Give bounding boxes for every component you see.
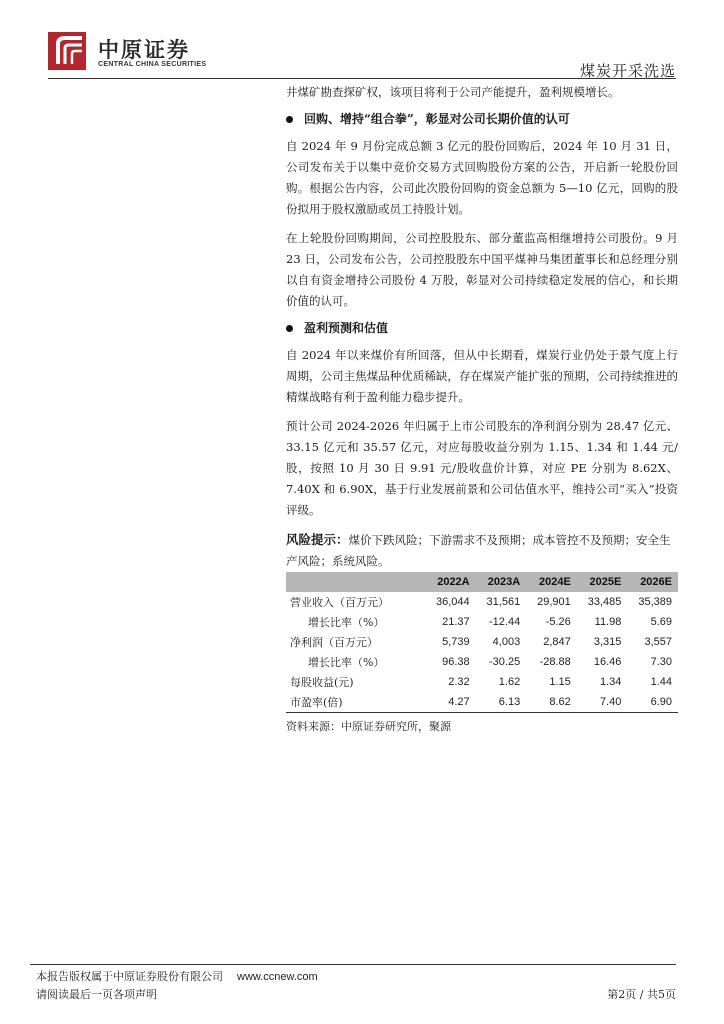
table-cell: 1.34 bbox=[599, 676, 622, 688]
row-label: 增长比率（%） bbox=[308, 656, 385, 669]
footer-divider bbox=[30, 964, 676, 965]
section-heading-buyback bbox=[286, 109, 678, 130]
table-header-cell: 2024E bbox=[526, 572, 577, 592]
table-header-cell: 2023A bbox=[476, 572, 527, 592]
table-row bbox=[286, 592, 678, 612]
footer-copyright-line bbox=[36, 968, 318, 984]
table-cell: -5.26 bbox=[545, 616, 571, 628]
table-cell: 2,847 bbox=[543, 636, 571, 648]
table-cell: 7.30 bbox=[650, 656, 672, 668]
table-row bbox=[286, 692, 678, 713]
table-cell: 5,739 bbox=[442, 636, 470, 648]
row-label: 增长比率（%） bbox=[308, 616, 385, 629]
footer-website-link[interactable]: www.ccnew.com bbox=[237, 971, 318, 983]
logo-mark-icon bbox=[48, 32, 86, 70]
company-logo bbox=[48, 32, 228, 72]
main-content bbox=[286, 82, 678, 734]
section-heading-forecast bbox=[286, 318, 678, 339]
table-cell: 29,901 bbox=[537, 596, 571, 608]
risk-text: 煤价下跌风险；下游需求不及预期；成本管控不及预期；安全生产风险；系统风险。 bbox=[286, 533, 671, 568]
risk-warning bbox=[286, 529, 678, 572]
row-label: 每股收益(元) bbox=[290, 676, 354, 689]
logo-chinese-name: 中原证券 bbox=[98, 37, 190, 62]
table-cell: 5.69 bbox=[650, 616, 672, 628]
table-cell: 36,044 bbox=[435, 596, 470, 608]
table-cell: -12.44 bbox=[489, 616, 521, 628]
table-row bbox=[286, 632, 678, 652]
table-cell: 2.32 bbox=[448, 676, 470, 688]
table-cell: 6.13 bbox=[476, 692, 527, 713]
table-cell: 21.37 bbox=[442, 616, 470, 628]
report-category-title: 煤炭开采洗选 bbox=[579, 62, 676, 80]
paragraph-forecast: 预计公司 2024-2026 年归属于上市公司股东的净利润分别为 28.47 亿元、33.15 亿元和 35.57 亿元，对应每股收益分别为 1.15、1.34 和 1.44 元/股，按照 10 月 30 日 9.91 元/股收盘价计算，对应 PE 分别为 8.62X、7.40X 和 6.90X，基于行业发展前景和公司估值水平，维持公司“买入”投资评级。 bbox=[286, 419, 678, 517]
financial-forecast-table bbox=[286, 572, 678, 713]
logo-english-name: CENTRAL CHINA SECURITIES bbox=[98, 61, 207, 68]
row-label: 净利润（百万元） bbox=[290, 636, 378, 649]
table-header-cell: 2026E bbox=[627, 572, 678, 592]
table-cell: 96.38 bbox=[442, 656, 470, 668]
table-cell: 8.62 bbox=[526, 692, 577, 713]
table-cell: 11.98 bbox=[594, 616, 622, 628]
section-heading-text: 盈利预测和估值 bbox=[304, 321, 389, 335]
paragraph-buyback: 自 2024 年 9 月份完成总额 3 亿元的股份回购后，2024 年 10 月 31 日，公司发布关于以集中竞价交易方式回购股份方案的公告，开启新一轮股份回购。根据公告内容，公司此次股份回购的资金总额为 5—10 亿元，回购的股份拟用于股权激励或员工持股计划。 bbox=[286, 139, 678, 216]
table-header-cell bbox=[286, 572, 425, 592]
table-row bbox=[286, 672, 678, 692]
risk-label: 风险提示： bbox=[286, 532, 349, 547]
table-cell: 33,485 bbox=[587, 596, 622, 608]
paragraph-outlook: 自 2024 年以来煤价有所回落，但从中长期看，煤炭行业仍处于景气度上行周期，公司主焦煤品种优质稀缺，存在煤炭产能扩张的预期，公司持续推进的精煤战略有利于盈利能力稳步提升。 bbox=[286, 348, 678, 404]
bullet-icon bbox=[286, 325, 293, 332]
table-cell: -30.25 bbox=[489, 656, 521, 668]
table-cell: 1.44 bbox=[650, 676, 672, 688]
row-label: 市盈率(倍) bbox=[286, 692, 425, 713]
table-cell: 6.90 bbox=[627, 692, 678, 713]
row-label: 营业收入（百万元） bbox=[290, 596, 389, 609]
table-header-cell: 2025E bbox=[577, 572, 628, 592]
table-cell: 4,003 bbox=[492, 636, 521, 648]
table-source-note: 资料来源：中原证券研究所，聚源 bbox=[286, 720, 451, 733]
footer-notice: 请阅读最后一页各项声明 bbox=[36, 988, 157, 1001]
table-cell: 35,389 bbox=[638, 596, 672, 608]
header-divider bbox=[48, 78, 676, 79]
table-row bbox=[286, 652, 678, 672]
table-cell: 7.40 bbox=[577, 692, 628, 713]
table-cell: 3,315 bbox=[593, 636, 622, 648]
table-cell: 1.62 bbox=[498, 676, 521, 688]
footer-copyright: 本报告版权属于中原证券股份有限公司 bbox=[36, 970, 223, 983]
table-cell: -28.88 bbox=[539, 656, 571, 668]
table-cell: 16.46 bbox=[593, 656, 622, 668]
table-cell: 3,557 bbox=[644, 636, 672, 648]
table-row bbox=[286, 612, 678, 632]
table-header-cell: 2022A bbox=[425, 572, 476, 592]
footer-page-number: 第2页 / 共5页 bbox=[607, 988, 676, 1001]
table-header-row bbox=[286, 572, 678, 592]
section-heading-text: 回购、增持“组合拳”，彰显对公司长期价值的认可 bbox=[304, 112, 570, 126]
table-cell: 4.27 bbox=[425, 692, 476, 713]
paragraph-shareholding: 在上轮股份回购期间，公司控股股东、部分董监高相继增持公司股份。9 月 23 日，公司发布公告，公司控股股东中国平煤神马集团董事长和总经理分别以自有资金增持公司股份 4 万股，彰显对公司持续稳定发展的信心，和长期价值的认可。 bbox=[286, 231, 678, 308]
paragraph-continued: 井煤矿勘查探矿权，该项目将利于公司产能提升，盈利规模增长。 bbox=[286, 85, 620, 99]
table-cell: 31,561 bbox=[486, 596, 521, 608]
bullet-icon bbox=[286, 116, 293, 123]
table-cell: 1.15 bbox=[549, 676, 571, 688]
